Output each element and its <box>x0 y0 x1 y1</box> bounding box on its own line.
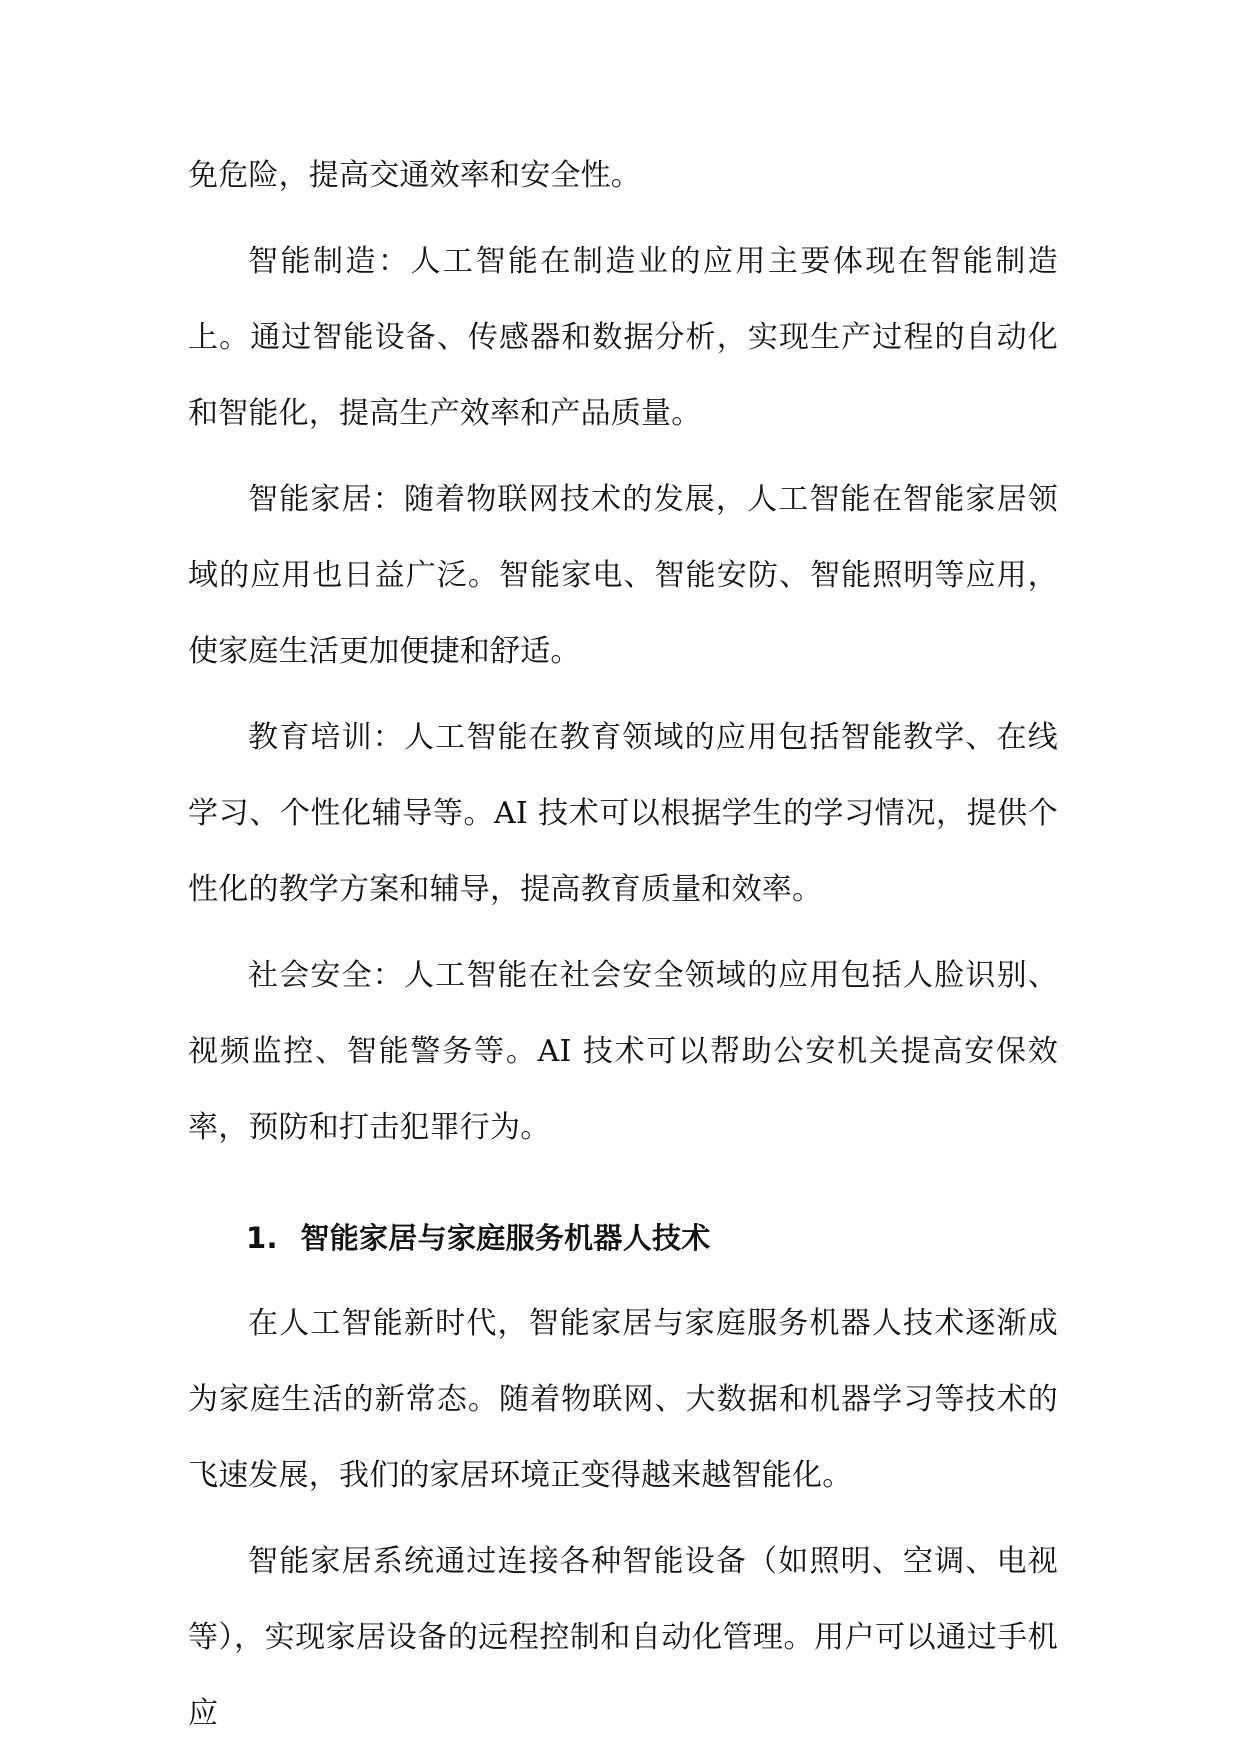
section-number: 1. <box>246 1221 278 1255</box>
section-title: 智能家居与家庭服务机器人技术 <box>300 1221 711 1255</box>
paragraph-ai-new-era: 在人工智能新时代，智能家居与家庭服务机器人技术逐渐成为家庭生活的新常态。随着物联网、大数据和机器学习等技术的飞速发展，我们的家居环境正变得越来越智能化。 <box>188 1306 1058 1493</box>
paragraph-smart-home: 智能家居：随着物联网技术的发展，人工智能在智能家居领域的应用也日益广泛。智能家电、智能安防、智能照明等应用，使家庭生活更加便捷和舒适。 <box>188 482 1058 669</box>
paragraph-education-training: 教育培训：人工智能在教育领域的应用包括智能教学、在线学习、个性化辅导等。AI 技术可以根据学生的学习情况，提供个性化的教学方案和辅导，提高教育质量和效率。 <box>188 720 1058 907</box>
document-body <box>188 138 1058 1762</box>
section-heading <box>188 1200 1058 1276</box>
paragraph-smart-manufacturing: 智能制造：人工智能在制造业的应用主要体现在智能制造上。通过智能设备、传感器和数据分析，实现生产过程的自动化和智能化，提高生产效率和产品质量。 <box>188 244 1058 431</box>
paragraph-continued-traffic-safety: 免危险，提高交通效率和安全性。 <box>188 158 641 193</box>
paragraph-social-security: 社会安全：人工智能在社会安全领域的应用包括人脸识别、视频监控、智能警务等。AI 技术可以帮助公安机关提高安保效率，预防和打击犯罪行为。 <box>188 958 1058 1145</box>
paragraph-smart-home-system: 智能家居系统通过连接各种智能设备（如照明、空调、电视等），实现家居设备的远程控制和自动化管理。用户可以通过手机应 <box>188 1544 1058 1731</box>
